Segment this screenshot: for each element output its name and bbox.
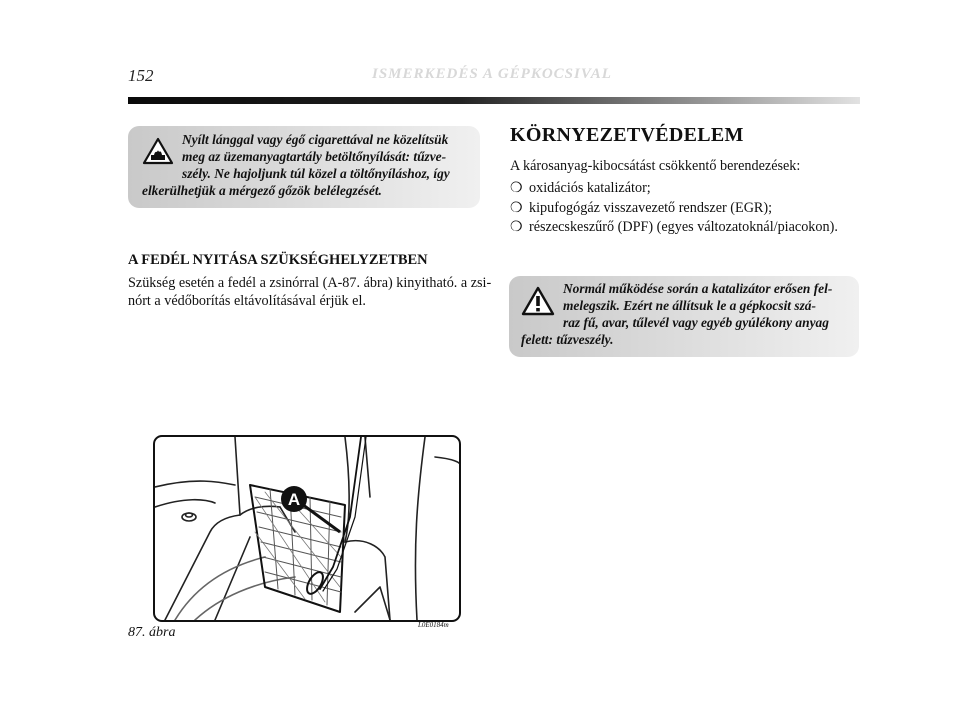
warning-text-line: Normál működése során a katalizátor erősen fel- <box>563 281 833 296</box>
warning-text-line: meg az üzemanyagtartály betöltőnyílását: tűzve- <box>182 149 447 164</box>
page-number: 152 <box>128 66 154 85</box>
header-rule <box>128 97 860 104</box>
list-item-text: kipufogógáz visszavezető rendszer (EGR); <box>529 200 773 216</box>
warning-text-line: raz fű, avar, tűlevél vagy egyéb gyúlékony anyag <box>563 315 829 330</box>
bullet-marker: ❍ <box>510 201 523 216</box>
trunk-illustration <box>155 437 459 620</box>
fuel-warning-box <box>128 126 480 208</box>
fuel-fire-warning-icon <box>142 137 174 169</box>
figure-87 <box>153 435 461 622</box>
list-item <box>510 180 651 197</box>
section-title-environment: KÖRNYEZETVÉDELEM <box>510 124 744 146</box>
list-item <box>510 219 838 236</box>
list-item-text: részecskeszűrő (DPF) (egyes változatoknál/piacokon). <box>529 219 838 235</box>
figure-code: L0E0184m <box>418 621 449 629</box>
emergency-body-line: Szükség esetén a fedél a zsinórral (A-87. ábra) kinyitható. a zsi- <box>128 275 492 291</box>
emergency-body-line: nórt a védőborítás eltávolításával érjük el. <box>128 293 366 309</box>
warning-text-line: elkerülhetjük a mérgező gőzök belélegzését. <box>142 183 382 198</box>
list-item <box>510 200 772 217</box>
bullet-marker: ❍ <box>510 181 523 196</box>
section-title-emergency: A FEDÉL NYITÁSA SZÜKSÉGHELYZETBEN <box>128 252 428 268</box>
warning-text-line: Nyílt lánggal vagy égő cigarettával ne közelítsük <box>182 132 449 147</box>
bullet-marker: ❍ <box>510 220 523 235</box>
environment-intro: A károsanyag-kibocsátást csökkentő berendezések: <box>510 158 801 174</box>
callout-label: A <box>287 490 301 509</box>
list-item-text: oxidációs katalizátor; <box>529 180 651 196</box>
figure-caption: 87. ábra <box>128 625 176 640</box>
warning-text-line: szély. Ne hajoljunk túl közel a töltőnyíláshoz, így <box>182 166 450 181</box>
catalyst-warning-box <box>509 276 859 357</box>
warning-text-line: felett: tűzveszély. <box>521 332 614 347</box>
warning-triangle-icon <box>521 286 555 320</box>
warning-text-line: melegszik. Ezért ne állítsuk le a gépkocsit szá- <box>563 298 816 313</box>
running-title: ISMERKEDÉS A GÉPKOCSIVAL <box>372 66 612 82</box>
